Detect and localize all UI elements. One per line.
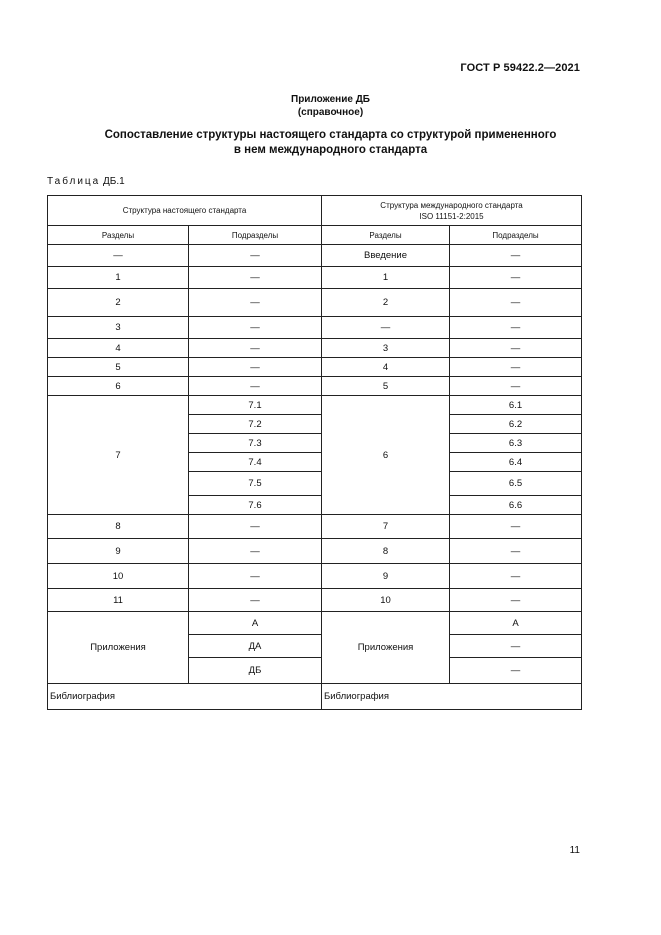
cell: А [450, 612, 582, 635]
cell: 7 [48, 396, 189, 515]
table-row [48, 245, 582, 267]
cell: 6.6 [450, 496, 582, 515]
cell: 3 [48, 317, 189, 339]
cell: — [322, 317, 450, 339]
bibliography-cell: Библиография [48, 684, 322, 710]
cell: — [189, 245, 322, 267]
table-row [48, 396, 582, 415]
cell: 4 [48, 339, 189, 358]
table-row [48, 564, 582, 589]
cell: — [189, 358, 322, 377]
table-row [48, 589, 582, 612]
table-row [48, 539, 582, 564]
cell: 1 [322, 267, 450, 289]
cell: — [189, 339, 322, 358]
cell: — [189, 267, 322, 289]
cell: — [189, 317, 322, 339]
cell: — [450, 635, 582, 658]
cell: — [189, 515, 322, 539]
cell: 5 [322, 377, 450, 396]
cell: — [450, 267, 582, 289]
cell: — [450, 245, 582, 267]
cell: ДА [189, 635, 322, 658]
cell: 7.3 [189, 434, 322, 453]
cell: 8 [48, 515, 189, 539]
cell: 11 [48, 589, 189, 612]
title-line-2: в нем международного стандарта [233, 144, 428, 156]
cell: 10 [48, 564, 189, 589]
cell: 9 [48, 539, 189, 564]
cell: — [450, 515, 582, 539]
cell: 1 [48, 267, 189, 289]
appendix-title [80, 128, 581, 158]
cell: ДБ [189, 658, 322, 684]
title-line-1: Сопоставление структуры настоящего стандарта со структурой примененного [104, 129, 557, 141]
table-row [48, 267, 582, 289]
table-group-header-row [48, 196, 582, 226]
cell: — [450, 317, 582, 339]
cell: — [450, 539, 582, 564]
cell: — [189, 289, 322, 317]
table-row [48, 684, 582, 710]
table-caption-number: ДБ.1 [103, 176, 125, 187]
col-header-sections: Разделы [48, 226, 189, 245]
page-number: 11 [569, 845, 580, 856]
appendix-label: Приложение ДБ [291, 94, 370, 105]
table-caption [47, 176, 125, 187]
cell: 7.6 [189, 496, 322, 515]
cell: 6.1 [450, 396, 582, 415]
table-row [48, 289, 582, 317]
document-code: ГОСТ Р 59422.2—2021 [460, 62, 580, 74]
cell: — [189, 377, 322, 396]
cell: Приложения [322, 612, 450, 684]
cell: Введение [322, 245, 450, 267]
table-caption-word: Таблица [47, 176, 101, 187]
cell: — [189, 564, 322, 589]
col-header-subsections: Подразделы [189, 226, 322, 245]
appendix-type: (справочное) [297, 107, 364, 118]
cell: — [189, 589, 322, 612]
cell: 7.2 [189, 415, 322, 434]
cell: 6.5 [450, 472, 582, 496]
cell: 6 [322, 396, 450, 515]
cell: — [450, 339, 582, 358]
table-row [48, 339, 582, 358]
cell: А [189, 612, 322, 635]
cell: 6.4 [450, 453, 582, 472]
cell: 5 [48, 358, 189, 377]
header-international-standard: Структура международного стандарта ISO 11151-2:2015 [322, 196, 582, 226]
appendix-heading [0, 93, 661, 119]
cell: 6.3 [450, 434, 582, 453]
col-header-intl-sections: Разделы [322, 226, 450, 245]
cell: 8 [322, 539, 450, 564]
cell: 7.1 [189, 396, 322, 415]
cell: — [450, 564, 582, 589]
table-column-header-row [48, 226, 582, 245]
structure-comparison-table [47, 195, 582, 710]
cell: — [450, 377, 582, 396]
cell: — [450, 658, 582, 684]
cell: 6 [48, 377, 189, 396]
header-this-standard: Структура настоящего стандарта [48, 196, 322, 226]
cell: 7 [322, 515, 450, 539]
bibliography-intl-cell: Библиография [322, 684, 582, 710]
cell: Приложения [48, 612, 189, 684]
cell: 3 [322, 339, 450, 358]
cell: 7.5 [189, 472, 322, 496]
cell: 9 [322, 564, 450, 589]
cell: — [450, 358, 582, 377]
table-row [48, 317, 582, 339]
cell: — [450, 289, 582, 317]
table-row [48, 612, 582, 635]
cell: 2 [48, 289, 189, 317]
table-row [48, 358, 582, 377]
cell: 6.2 [450, 415, 582, 434]
cell: 4 [322, 358, 450, 377]
table-row [48, 377, 582, 396]
cell: — [189, 539, 322, 564]
cell: — [450, 589, 582, 612]
cell: 2 [322, 289, 450, 317]
cell: — [48, 245, 189, 267]
col-header-intl-subsections: Подразделы [450, 226, 582, 245]
table-row [48, 515, 582, 539]
cell: 10 [322, 589, 450, 612]
cell: 7.4 [189, 453, 322, 472]
